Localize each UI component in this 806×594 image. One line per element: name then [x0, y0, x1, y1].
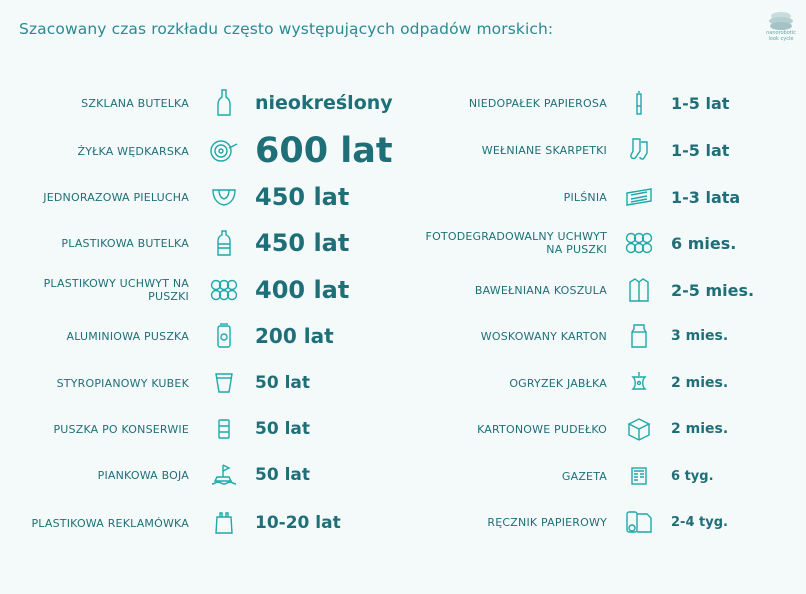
item-value: 50 lat: [255, 373, 311, 393]
item-label: PILŚNIA: [563, 190, 607, 204]
box-icon: [624, 417, 654, 441]
item-value: 50 lat: [255, 465, 311, 485]
list-item: [415, 461, 714, 491]
item-value: 2-5 mies.: [671, 280, 755, 300]
list-item: [0, 227, 349, 259]
item-label: KARTONOWE PUDEŁKO: [477, 422, 607, 436]
list-item: [0, 274, 349, 306]
milk-carton-icon: [624, 324, 654, 348]
plastic-bag-icon: [209, 511, 239, 535]
item-label: SZKLANA BUTELKA: [81, 96, 189, 110]
list-item: [0, 461, 310, 489]
item-label: FOTODEGRADOWALNY UCHWYT NA PUSZKI: [425, 230, 607, 256]
cup-icon: [209, 372, 239, 394]
item-value: 3 mies.: [671, 328, 729, 344]
shirt-icon: [624, 278, 654, 302]
item-value: 2-4 tyg.: [671, 514, 728, 530]
list-item: [415, 228, 736, 258]
logo-text: nanorobotic look cycle: [766, 30, 796, 42]
diaper-icon: [209, 187, 239, 207]
newspaper-icon: [624, 467, 654, 485]
tin-can-icon: [209, 419, 239, 439]
list-item: [0, 369, 310, 397]
six-pack-ring-icon: [209, 279, 239, 301]
item-value: 1-5 lat: [671, 93, 730, 113]
item-value: 1-3 lata: [671, 187, 741, 207]
item-value: 6 tyg.: [671, 468, 714, 484]
paper-towel-icon: [624, 508, 654, 536]
list-item: [0, 133, 393, 169]
list-item: [0, 181, 349, 213]
item-value: 450 lat: [255, 229, 350, 257]
item-label: ALUMINIOWA PUSZKA: [66, 329, 189, 343]
cigarette-icon: [624, 90, 654, 116]
logo-icon: [766, 10, 796, 48]
item-value: 600 lat: [255, 131, 393, 171]
item-label: JEDNORAZOWA PIELUCHA: [43, 190, 189, 204]
list-item: [0, 415, 310, 443]
item-value: 10-20 lat: [255, 513, 341, 533]
item-value: 400 lat: [255, 276, 350, 304]
list-item: [415, 88, 729, 118]
item-label: PLASTIKOWA REKLAMÓWKA: [31, 516, 189, 530]
item-label: STYROPIANOWY KUBEK: [56, 376, 189, 390]
item-value: 450 lat: [255, 183, 350, 211]
item-label: PIANKOWA BOJA: [97, 468, 189, 482]
list-item: [415, 414, 728, 444]
list-item: [0, 321, 334, 351]
item-value: 1-5 lat: [671, 140, 730, 160]
item-label: WEŁNIANE SKARPETKI: [481, 143, 607, 157]
plastic-bottle-icon: [209, 230, 239, 256]
page-title: Szacowany czas rozkładu często występujących odpadów morskich:: [19, 20, 554, 38]
can-icon: [209, 323, 239, 349]
list-item: [415, 321, 728, 351]
apple-core-icon: [624, 371, 654, 395]
item-value: 6 mies.: [671, 233, 737, 253]
six-pack-ring-icon: [624, 232, 654, 254]
item-value: 50 lat: [255, 419, 311, 439]
bottle-icon: [209, 89, 239, 117]
list-item: [415, 135, 729, 165]
item-label: NIEDOPAŁEK PAPIEROSA: [468, 96, 607, 110]
item-value: 2 mies.: [671, 421, 729, 437]
item-label: PUSZKA PO KONSERWIE: [53, 422, 189, 436]
item-label: BAWEŁNIANA KOSZULA: [474, 283, 607, 297]
list-item: [415, 507, 728, 537]
list-item: [415, 275, 754, 305]
item-value: 200 lat: [255, 324, 334, 348]
item-label: OGRYZEK JABŁKA: [509, 376, 607, 390]
fiberboard-icon: [624, 187, 654, 207]
item-label: WOSKOWANY KARTON: [480, 329, 607, 343]
socks-icon: [624, 138, 654, 162]
item-label: PLASTIKOWY UCHWYT NA PUSZKI: [43, 277, 189, 303]
item-label: PLASTIKOWA BUTELKA: [61, 236, 189, 250]
list-item: [0, 508, 341, 538]
item-label: RĘCZNIK PAPIEROWY: [487, 515, 607, 529]
fishing-line-icon: [209, 138, 239, 164]
list-item: [415, 182, 740, 212]
item-value: nieokreślony: [255, 92, 393, 114]
list-item: [0, 88, 393, 118]
item-label: GAZETA: [561, 469, 607, 483]
item-label: ŻYŁKA WĘDKARSKA: [77, 144, 189, 158]
item-value: 2 mies.: [671, 375, 729, 391]
buoy-icon: [209, 463, 239, 487]
list-item: [415, 368, 728, 398]
